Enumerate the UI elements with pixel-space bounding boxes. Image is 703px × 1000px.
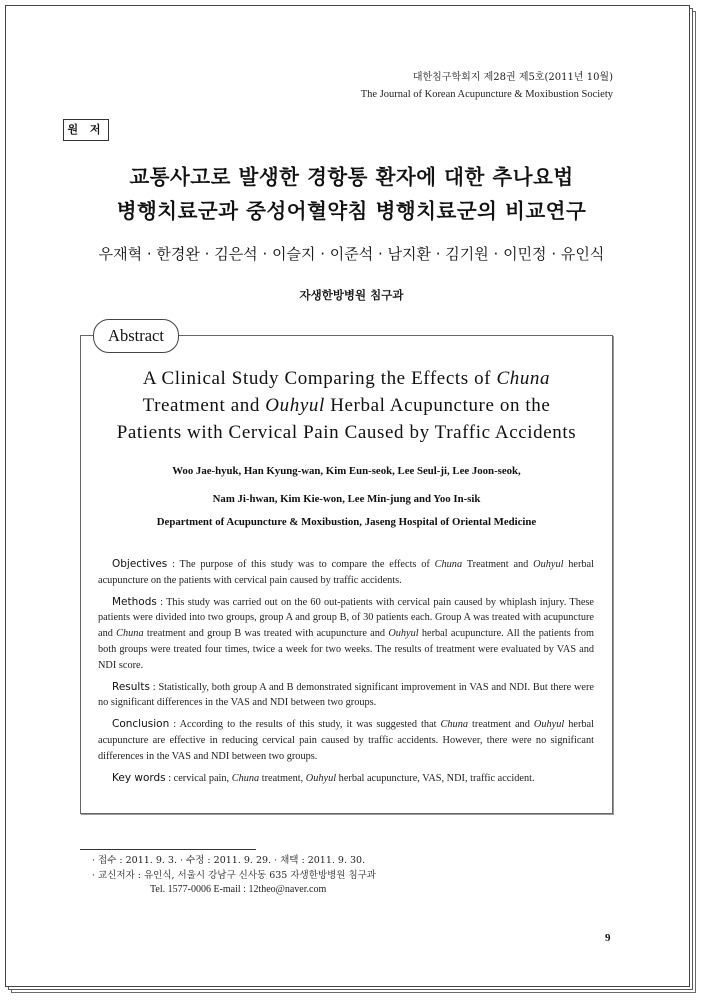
abstract-body	[98, 557, 594, 792]
footnotes	[92, 854, 376, 898]
korean-title	[0, 160, 703, 228]
footnote-divider	[80, 849, 256, 850]
english-title-line-3: Patients with Cervical Pain Caused by Traffic Accidents	[116, 422, 577, 443]
italic-term: Ouhyul	[533, 559, 564, 570]
italic-term: Ouhyul	[388, 628, 419, 640]
separator: :	[169, 719, 180, 731]
abstract-methods	[98, 595, 594, 674]
korean-affiliation: 자생한방병원 침구과	[299, 288, 404, 302]
korean-title-line-2: 병행치료군과 중성어혈약침 병행치료군의 비교연구	[116, 199, 587, 223]
text: cervical pain,	[173, 772, 232, 784]
section-heading: Key words	[112, 771, 166, 784]
english-title-line-1	[80, 365, 613, 392]
separator: :	[165, 772, 174, 784]
section-heading: Results	[112, 680, 150, 693]
separator: :	[167, 559, 180, 570]
korean-authors: 우재혁 · 한경완 · 김은석 · 이슬지 · 이준석 · 남지환 · 김기원 · 이민정 · 유인식	[98, 245, 605, 263]
text: treatment,	[259, 772, 306, 784]
text: This study was carried out on the 60 out-patients with cervical pain caused by whiplash injury. These patients were divided into two groups, group A and group B, of 30 patients each. Group A was treated with acupuncture and	[98, 596, 594, 640]
text: The purpose of this study was to compare the effects of	[179, 559, 435, 570]
english-authors-line-2: Nam Ji-hwan, Kim Kie-won, Lee Min-jung and Yoo In-sik	[212, 493, 481, 505]
section-heading: Methods	[112, 595, 157, 608]
title-italic-term: Chuna	[496, 368, 551, 389]
italic-term: Chuna	[231, 772, 260, 784]
italic-term: Ouhyul	[305, 772, 337, 784]
english-title-line-2	[80, 392, 613, 419]
section-heading: Objectives	[112, 558, 168, 570]
korean-title-line-1: 교통사고로 발생한 경항통 환자에 대한 추나요법	[129, 165, 574, 189]
text: Statistically, both group A and B demonstrated significant improvement in VAS and NDI. But there were no significant differences in the VAS and NDI between two groups.	[98, 681, 594, 709]
text: According to the results of this study, it was suggested that	[179, 719, 441, 731]
footnote-dates: · 접수 : 2011. 9. 3. · 수정 : 2011. 9. 29. · 채택 : 2011. 9. 30.	[92, 855, 366, 866]
text: herbal acupuncture are effective in reducing cervical pain caused by traffic accidents. However, there were no significant differences in the VAS and NDI between two groups.	[98, 719, 594, 762]
separator: :	[156, 596, 167, 608]
italic-term: Chuna	[434, 559, 463, 570]
text: herbal acupuncture. All the patients from both groups were treated four times, twice a week for two weeks. The results of treatment were evaluated by VAS and NDI score.	[98, 628, 594, 671]
text: Treatment and	[462, 559, 534, 570]
footnote-correspondence: · 교신저자 : 유인식, 서울시 강남구 신사동 635 자생한방병원 침구과	[92, 869, 376, 881]
journal-name: The Journal of Korean Acupuncture & Moxibustion Society	[360, 89, 613, 100]
text: herbal acupuncture, VAS, NDI, traffic accident.	[336, 772, 535, 784]
text: treatment and group B was treated with acupuncture and	[143, 628, 389, 640]
page-number: 9	[605, 932, 611, 944]
section-heading: Conclusion	[112, 718, 170, 731]
separator: :	[149, 681, 159, 693]
title-italic-term: Ouhyul	[265, 395, 325, 416]
english-authors-line-1: Woo Jae-hyuk, Han Kyung-wan, Kim Eun-seok, Lee Seul-ji, Lee Joon-seok,	[172, 465, 521, 477]
footnote-contact: Tel. 1577-0006 E-mail : 12theo@naver.com	[150, 884, 327, 895]
running-header	[361, 69, 613, 103]
title-text: A Clinical Study Comparing the Effects of	[142, 368, 497, 389]
text: herbal acupuncture on the patients with cervical pain caused by traffic accidents.	[98, 559, 594, 586]
article-type-badge: 원 저	[63, 119, 109, 141]
text: treatment and	[468, 719, 534, 731]
italic-term: Ouhyul	[533, 719, 565, 731]
abstract-tag: Abstract	[93, 319, 179, 353]
english-affiliation: Department of Acupuncture & Moxibustion, Jaseng Hospital of Oriental Medicine	[156, 516, 537, 528]
english-title	[80, 365, 613, 446]
abstract-conclusion	[98, 717, 594, 764]
title-text: Treatment and	[142, 395, 266, 416]
journal-volume-info: 대한침구학회지 제28권 제5호(2011년 10월)	[412, 72, 613, 83]
english-authors	[80, 457, 613, 513]
abstract-results	[98, 680, 594, 712]
abstract-keywords	[98, 771, 594, 787]
title-text: Herbal Acupuncture on the	[324, 395, 551, 416]
italic-term: Chuna	[440, 719, 468, 731]
abstract-objectives	[98, 557, 594, 589]
italic-term: Chuna	[116, 628, 144, 640]
